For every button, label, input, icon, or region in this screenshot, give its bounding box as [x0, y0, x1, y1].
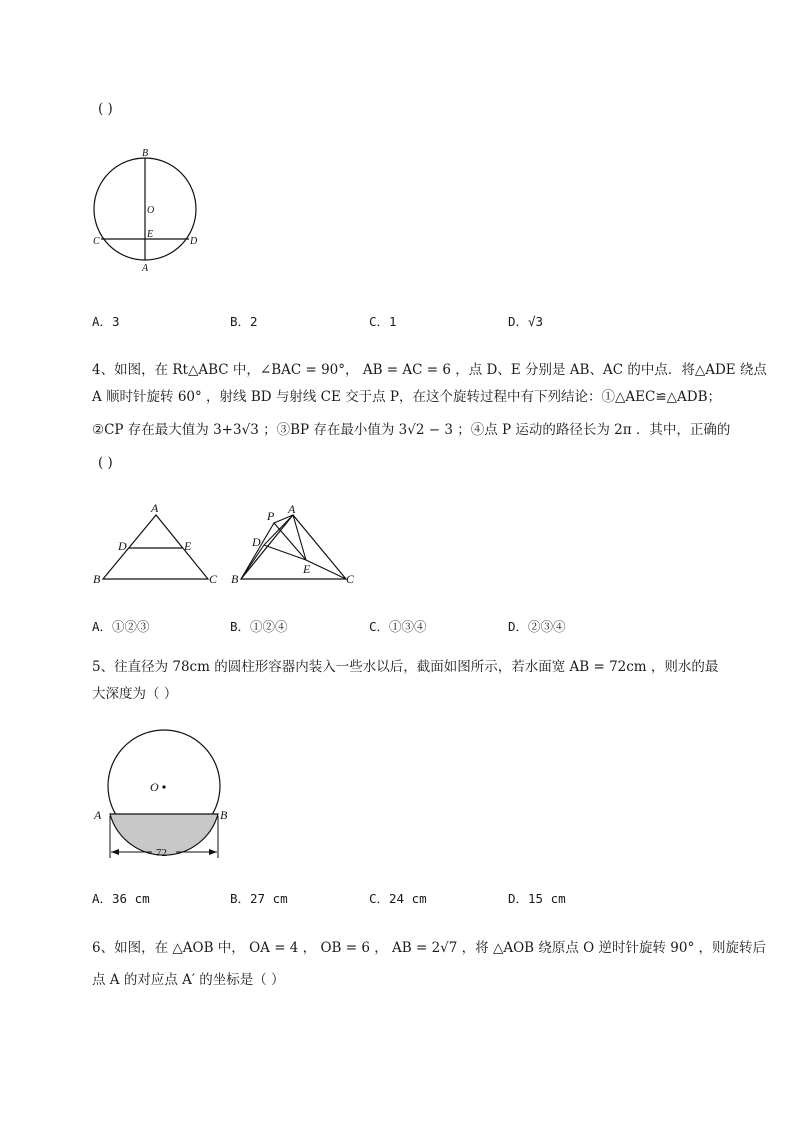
- q3-label-a: A: [142, 263, 149, 274]
- q4-fig2-label-d: D: [252, 535, 261, 549]
- q3-label-b: B: [142, 148, 149, 159]
- q4-fig1-label-b: B: [93, 572, 101, 586]
- q4-option-a: A．①②③: [92, 619, 150, 634]
- q4-fig1-label-a: A: [151, 501, 159, 515]
- q3-option-b: B．2: [230, 314, 258, 329]
- q5-option-b: B．27 cm: [230, 891, 288, 906]
- q5-option-d: D．15 cm: [508, 891, 566, 906]
- q4-option-b: B．①②④: [230, 619, 288, 634]
- q4-text-line-1: 4、如图，在 Rt△ABC 中，∠BAC = 90°， AB = AC = 6 ，点 D、E 分别是 AB、AC 的中点．将△ADE 绕点: [92, 362, 767, 378]
- q5-label-b: B: [220, 808, 228, 822]
- q4-fig2-label-c: C: [346, 572, 355, 586]
- q5-text-line-1: 5、往直径为 78cm 的圆柱形容器内装入一些水以后，截面如图所示，若水面宽 AB = 72cm ，则水的最: [92, 659, 719, 675]
- q4-triangle-figure-2: [228, 500, 358, 590]
- q5-dimension-arrow-left: [111, 849, 119, 855]
- q4-text-line-2: A 顺时针旋转 60° ，射线 BD 与射线 CE 交于点 P，在这个旋转过程中有下列结论：①△AEC≌△ADB；: [92, 389, 722, 405]
- q3-label-o: O: [147, 205, 155, 216]
- q4-fig1-label-c: C: [209, 572, 218, 586]
- q5-dimension-arrow-right: [209, 849, 217, 855]
- q3-label-e: E: [147, 229, 154, 240]
- q4-fig2-segment-bd: [241, 545, 264, 579]
- q3-option-d: D．√3: [508, 314, 544, 329]
- q4-option-d: D．②③④: [508, 619, 566, 634]
- q5-text-line-2: 大深度为（ ）: [92, 686, 178, 702]
- q3-option-c: C．1: [369, 314, 397, 329]
- q5-dimension-label: 72: [156, 847, 167, 859]
- q4-triangle-figure-1: [90, 500, 220, 590]
- q5-cylinder-figure: [90, 728, 240, 868]
- q4-text-line-3: ②CP 存在最大值为 3+3√3 ；③BP 存在最小值为 3√2 − 3 ；④点 P 运动的路径长为 2π ．其中，正确的: [92, 422, 731, 438]
- q6-text-line-2: 点 A 的对应点 A′ 的坐标是（ ）: [92, 972, 285, 988]
- q4-fig1-label-e: E: [184, 539, 192, 553]
- q3-answer-paren: ( ): [98, 101, 113, 117]
- q4-fig1-label-d: D: [118, 539, 127, 553]
- q5-center-dot: [162, 785, 165, 788]
- q3-option-a: A．3: [92, 314, 120, 329]
- q5-label-a: A: [94, 808, 102, 822]
- q4-fig2-label-b: B: [231, 572, 239, 586]
- q4-option-c: C．①③④: [369, 619, 427, 634]
- q5-option-a: A．36 cm: [92, 891, 150, 906]
- q5-option-c: C．24 cm: [369, 891, 427, 906]
- q5-label-o: O: [150, 780, 159, 794]
- q4-fig2-rays: [241, 523, 346, 579]
- q3-label-c: C: [93, 236, 100, 247]
- q6-text-line-1: 6、如图，在 △AOB 中， OA = 4 ， OB = 6 ， AB = 2√7 ，将 △AOB 绕原点 O 逆时针旋转 90° ，则旋转后: [92, 940, 767, 956]
- q3-label-d: D: [190, 236, 198, 247]
- q4-fig2-label-a: A: [288, 502, 296, 516]
- q3-circle-figure: [86, 142, 216, 277]
- q4-answer-paren: ( ): [98, 455, 113, 471]
- q4-fig2-label-p: P: [267, 509, 275, 523]
- q4-fig2-label-e: E: [303, 562, 311, 576]
